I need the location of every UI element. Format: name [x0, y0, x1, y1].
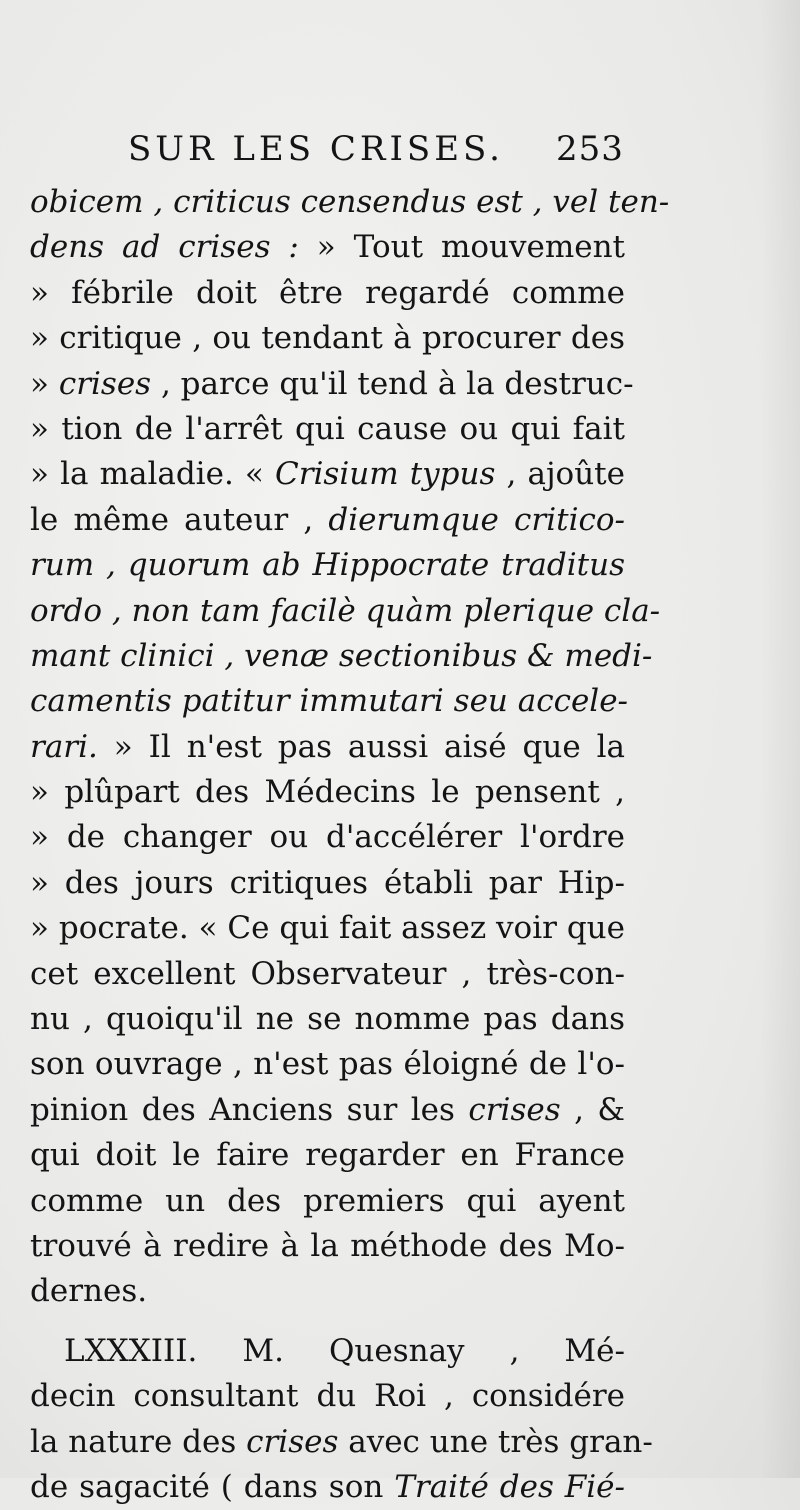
roman-segment: avec une très gran-: [338, 1423, 653, 1460]
text-line: [30, 271, 625, 316]
body-text: [30, 180, 670, 1510]
text-line: [30, 1224, 625, 1269]
italic-segment: crises: [58, 365, 152, 402]
roman-segment: dernes.: [30, 1273, 148, 1310]
italic-segment: camentis patitur immutari seu accele-: [30, 683, 629, 720]
roman-segment: »: [30, 365, 59, 402]
roman-segment: » la maladie. «: [30, 456, 275, 493]
text-line: [30, 452, 625, 497]
roman-segment: la nature des: [30, 1423, 247, 1460]
roman-segment: nu , quoiqu'il ne se nomme pas dans: [30, 1001, 625, 1038]
text-line: [30, 316, 625, 361]
roman-segment: » pocrate. « Ce qui fait assez voir que: [30, 910, 625, 947]
text-line: [30, 1329, 625, 1374]
roman-segment: cet excellent Observateur , très-con-: [30, 955, 625, 992]
roman-segment: » critique , ou tendant à procurer des: [30, 320, 625, 357]
roman-segment: LXXXIII. M. Quesnay , Mé-: [64, 1332, 625, 1369]
roman-segment: , parce qu'il tend à la destruc-: [151, 365, 634, 402]
text-line: [30, 1042, 625, 1087]
italic-segment: rari.: [30, 728, 98, 765]
roman-segment: decin consultant du Roi , considére: [30, 1378, 625, 1415]
running-title: SUR LES CRISES.: [128, 129, 504, 169]
text-line: [30, 770, 625, 815]
page-number: 253: [556, 129, 624, 169]
italic-segment: Traité des Fié-: [394, 1468, 625, 1505]
italic-segment: Crisium typus: [274, 456, 496, 493]
text-line: [30, 1088, 625, 1133]
page-edge-shadow: [760, 0, 800, 1478]
italic-segment: crises: [246, 1423, 339, 1460]
italic-segment: mant clinici , venæ sectionibus & medi-: [30, 637, 653, 674]
italic-segment: ordo , non tam facilè quàm plerique cla-: [30, 592, 661, 629]
text-line: [30, 1465, 625, 1510]
text-line: [30, 362, 634, 407]
text-line: [30, 952, 625, 997]
text-line: [30, 815, 625, 860]
text-line: [30, 498, 625, 543]
text-line: [30, 906, 625, 951]
roman-segment: » plûpart des Médecins le pensent ,: [30, 774, 625, 811]
roman-segment: » fébrile doit être regardé comme: [30, 274, 625, 311]
text-line: [30, 589, 661, 634]
text-line: [30, 1420, 653, 1465]
roman-segment: de sagacité ( dans son: [30, 1468, 395, 1505]
roman-segment: » tion de l'arrêt qui cause ou qui fait: [30, 410, 625, 447]
roman-segment: comme un des premiers qui ayent: [30, 1182, 625, 1219]
roman-segment: , ajoûte: [495, 456, 625, 493]
text-line: [30, 180, 670, 225]
text-line: [30, 543, 625, 588]
text-line: [30, 679, 629, 724]
roman-segment: » Tout mouvement: [298, 229, 625, 266]
italic-segment: dierumque critico-: [328, 501, 625, 538]
italic-segment: rum , quorum ab Hippocrate traditus: [30, 547, 625, 584]
paragraph-gap: [30, 1315, 625, 1329]
roman-segment: son ouvrage , n'est pas éloigné de l'o-: [30, 1046, 625, 1083]
roman-segment: trouvé à redire à la méthode des Mo-: [30, 1227, 625, 1264]
text-line: [30, 1133, 625, 1178]
roman-segment: pinion des Anciens sur les: [30, 1091, 469, 1128]
italic-segment: crises: [468, 1091, 561, 1128]
text-line: [30, 1269, 625, 1314]
text-line: [30, 861, 625, 906]
text-line: [30, 997, 625, 1042]
roman-segment: » de changer ou d'accélérer l'ordre: [30, 819, 625, 856]
text-line: [30, 1374, 625, 1419]
roman-segment: » Il n'est pas aussi aisé que la: [97, 728, 625, 765]
text-line: [30, 634, 653, 679]
text-line: [30, 225, 625, 270]
roman-segment: , &: [560, 1091, 626, 1128]
italic-segment: obicem , criticus censendus est , vel ten-: [30, 184, 670, 220]
text-line: [30, 725, 625, 770]
roman-segment: » des jours critiques établi par Hip-: [30, 864, 625, 901]
roman-segment: le même auteur ,: [30, 501, 329, 538]
page-header: [0, 125, 800, 175]
roman-segment: qui doit le faire regarder en France: [30, 1137, 625, 1174]
italic-segment: dens ad crises :: [30, 229, 299, 266]
text-line: [30, 1179, 625, 1224]
text-line: [30, 407, 625, 452]
